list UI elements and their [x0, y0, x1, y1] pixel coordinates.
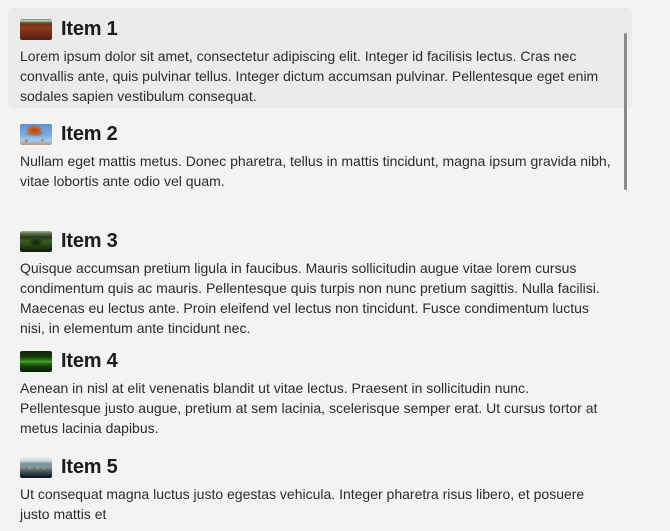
item-title: Item 2 — [61, 123, 118, 145]
item-title: Item 4 — [61, 350, 118, 372]
list-item[interactable] — [8, 340, 632, 440]
item-thumbnail-image — [20, 19, 52, 40]
list-item[interactable] — [8, 220, 632, 340]
item-description: Ut consequat magna luctus justo egestas vehicula. Integer pharetra risus libero, et posuere justo mattis et — [20, 486, 585, 522]
item-description: Lorem ipsum dolor sit amet, consectetur adipiscing elit. Integer id facilisis lectus. Cras nec convallis ante, quis pulvinar tellus. Integer dictum accumsan pulvinar. Pellentesque eget enim sodales sapien vestibulum consequat. — [20, 48, 599, 104]
list-view — [0, 8, 670, 526]
list-item[interactable] — [8, 113, 632, 193]
list-item-header — [20, 351, 620, 372]
item-thumbnail-image — [20, 457, 52, 478]
list-item-header — [20, 457, 620, 478]
item-description: Quisque accumsan pretium ligula in faucibus. Mauris sollicitudin augue vitae lorem cursus condimentum quis ac mauris. Pellentesque quis turpis non nunc pretium sagittis. Nulla facilisi. Maecenas eu lectus ante. Proin eleifend vel lectus non tincidunt. Fusce condimentum luctus nisi, in elementum ante tincidunt nec. — [20, 260, 600, 336]
list-item-header — [20, 19, 620, 40]
item-thumbnail-image — [20, 351, 52, 372]
list-item[interactable] — [8, 446, 632, 526]
item-title: Item 5 — [61, 456, 118, 478]
item-description: Aenean in nisl at elit venenatis blandit ut vitae lectus. Praesent in sollicitudin nunc. Pellentesque justo augue, pretium at sem lacinia, scelerisque semper erat. Ut cursus tortor at metus lacinia dapibus. — [20, 380, 598, 436]
item-description: Nullam eget mattis metus. Donec pharetra, tellus in mattis tincidunt, magna ipsum gravida nibh, vitae lobortis ante odio vel quam. — [20, 153, 611, 189]
list-item-header — [20, 124, 620, 145]
item-thumbnail-image — [20, 231, 52, 252]
vertical-scrollbar-thumb[interactable] — [624, 33, 627, 190]
list-item-header — [20, 231, 620, 252]
item-title: Item 3 — [61, 230, 118, 252]
item-title: Item 1 — [61, 18, 118, 40]
item-thumbnail-image — [20, 124, 52, 145]
list-item[interactable] — [8, 8, 632, 108]
